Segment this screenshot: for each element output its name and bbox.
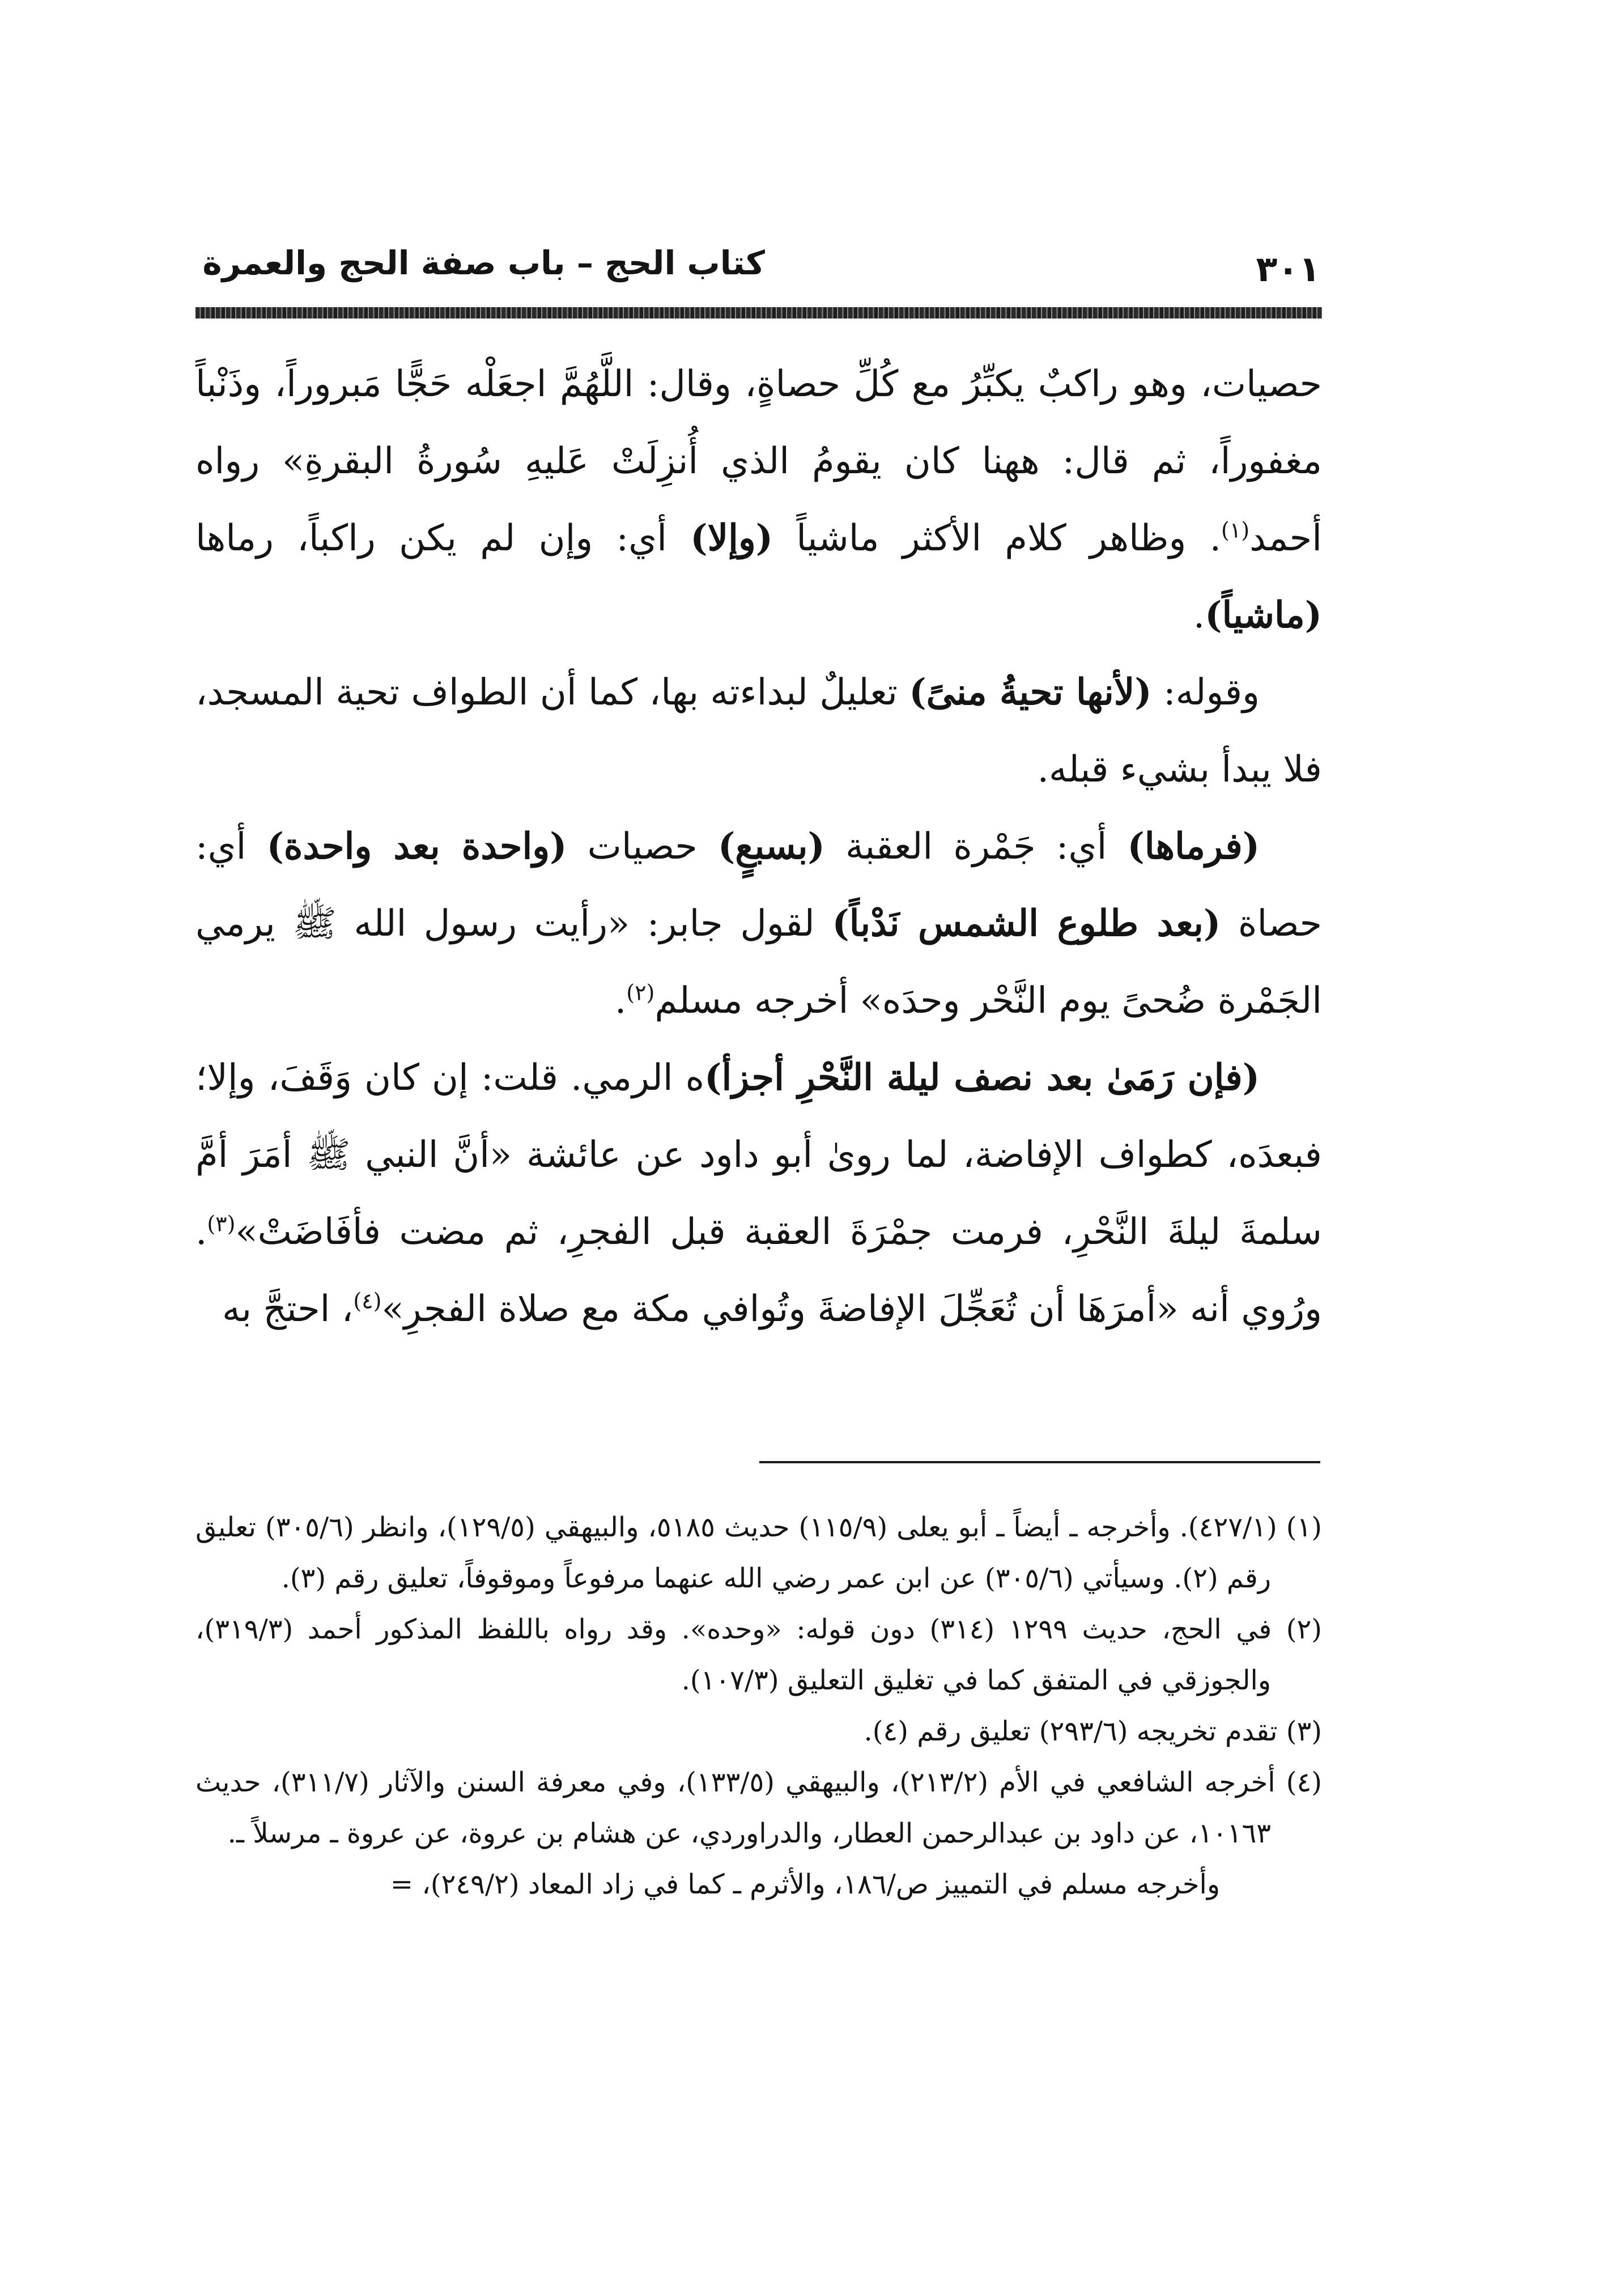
footnote-ref-3: (٣) [207, 1211, 236, 1237]
matn-phrase: (فإن رَمَىٰ بعد نصف ليلة النَّحْرِ أجزأ) [704, 1056, 1260, 1099]
paragraph-2-text: تعليلٌ لبداءته بها، كما أن الطواف تحية المسجد، فلا يبدأ بشيء قبله. [195, 672, 1322, 791]
paragraph-4-text: ه الرمي. قلت: إن كان وَقَفَ، وإلا؛ فبعدَه، كطواف الإفاضة، لما روىٰ أبو داود عن عائشة «أنَّ النبي ﷺ أمَرَ أمَّ سلمةَ ليلةَ النَّحْرِ، فرمت جمْرَةَ العقبة قبل الفجرِ، ثم مضت فأفَاضَتْ» [195, 1057, 1323, 1253]
header-rule [195, 307, 1322, 319]
paragraph-3-end: . [614, 980, 627, 1022]
matn-phrase: (بسبعٍ) [717, 825, 825, 868]
paragraph-4-text: ، احتجَّ به [222, 1288, 354, 1330]
footnote-2: (٢) في الحج، حديث ١٢٩٩ (٣١٤) دون قوله: «وحده». وقد رواه باللفظ المذكور أحمد (٣١٩/٣)، والجوزقي في المتفق كما في تغليق التعليق (١٠٧/٣). [195, 1613, 1323, 1696]
paragraph-1-tail: أي: وإن لم يكن راكباً، رماها [195, 517, 691, 559]
paragraph-3-text: حصيات [567, 826, 718, 868]
page-number: ٣٠١ [1256, 248, 1320, 290]
footnote-4: (٤) أخرجه الشافعي في الأم (٢١٣/٢)، والبيهقي (١٣٣/٥)، وفي معرفة السنن والآثار (٣١١/٧)، حديث ١٠١٦٣، عن داود بن عبدالرحمن العطار، والدراوردي، عن هشام بن عروة، عن عروة ـ مرسلاً ـ. [195, 1767, 1322, 1849]
paragraph-1 [195, 346, 1322, 654]
footnote-3: (٣) تقدم تخريجه (٢٩٣/٦) تعليق رقم (٤). [864, 1715, 1322, 1747]
paragraph-4-text: . ورُوي أنه «أمرَهَا أن تُعَجِّلَ الإفاضةَ وتُوافي مكة مع صلاة الفجرِ» [195, 1211, 1322, 1330]
paragraph-1-text: حصيات، وهو راكبٌ يكبِّرُ مع كُلِّ حصاةٍ، وقال: اللَّهُمَّ اجعَلْه حَجًّا مَبروراً، وذَنْباً مغفوراً، ثم قال: ههنا كان يقومُ الذي أُنزِلَتْ عَليهِ سُورةُ البقرةِ» رواه أحمد [195, 363, 1323, 559]
footnote-separator [759, 1461, 1320, 1463]
footnote-ref-2: (٢) [626, 980, 655, 1005]
matn-phrase: (ماشياً) [1205, 594, 1322, 636]
paragraph-3-text: لقول جابر: «رأيت رسول الله ﷺ يرمي الجَمْرة ضُحىً يوم النَّحْر وحدَه» أخرجه مسلم [195, 903, 1322, 1022]
paragraph-3 [195, 808, 1322, 1039]
footnote-ref-4: (٤) [353, 1288, 382, 1314]
paragraph-2 [195, 654, 1322, 808]
footnote-4-continued: وأخرجه مسلم في التمييز ص/١٨٦، والأثرم ـ كما في زاد المعاد (٢٤٩/٢)، = [390, 1869, 1220, 1900]
matn-phrase: (فرماها) [1127, 825, 1260, 868]
paragraph-1-tail: . وظاهر كلام الأكثر ماشياً [773, 517, 1221, 559]
matn-phrase: (لأنها تحيةُ منىً) [909, 671, 1152, 714]
footnotes [195, 1502, 1322, 1910]
running-header-title: كتاب الحج – باب صفة الحج والعمرة [202, 244, 765, 282]
matn-phrase: (وإلا) [690, 517, 773, 559]
paragraph-4 [195, 1039, 1322, 1348]
paragraph-1-end: . [1193, 595, 1205, 636]
paragraph-3-text: أي: حصاة [195, 826, 1322, 945]
main-text [195, 346, 1322, 1348]
paragraph-2-lead: وقوله: [1151, 672, 1260, 714]
footnote-ref-1: (١) [1221, 517, 1250, 543]
footnote-1: (١) (٤٢٧/١). وأخرجه ـ أيضاً ـ أبو يعلى (١١٥/٩) حديث ٥١٨٥، والبيهقي (١٢٩/٥)، وانظر (٣٠٥/٦) تعليق رقم (٢). وسيأتي (٣٠٥/٦) عن ابن عمر رضي الله عنهما مرفوعاً وموقوفاً، تعليق رقم (٣). [195, 1511, 1322, 1594]
matn-phrase: (بعد طلوع الشمس نَدْباً) [832, 902, 1221, 945]
matn-phrase: (واحدة بعد واحدة) [266, 825, 567, 868]
paragraph-3-text: أي: جَمْرة العقبة [824, 826, 1128, 868]
